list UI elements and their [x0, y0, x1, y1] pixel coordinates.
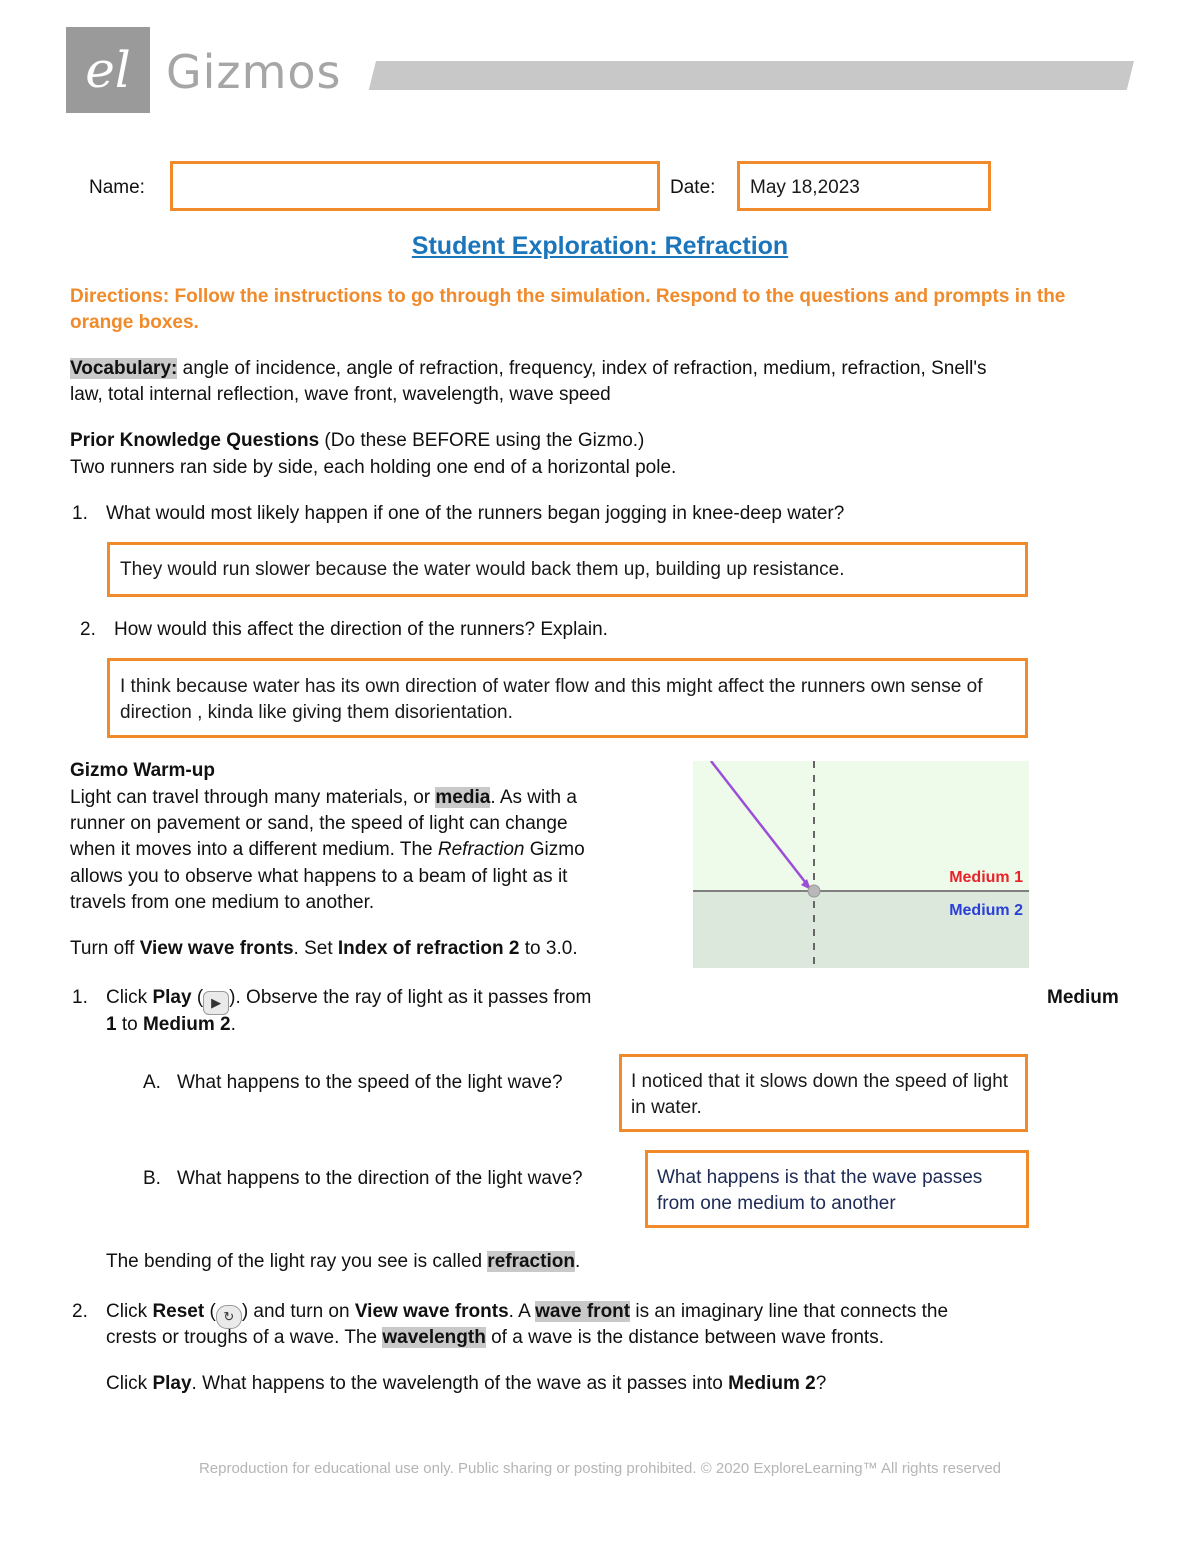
warmup-line-3 [70, 837, 585, 863]
page-title: Student Exploration: Refraction [411, 232, 789, 260]
warmup-text: when it moves into a different medium. The [70, 839, 438, 860]
name-field[interactable] [170, 161, 660, 211]
step-text: ) and turn on [241, 1301, 355, 1322]
warmup-line-2: runner on pavement or sand, the speed of light can change [70, 813, 568, 834]
step-1-line-1 [106, 985, 591, 1015]
question-a: What happens to the speed of the light wave? [177, 1072, 563, 1093]
play-icon: ▶ [203, 991, 229, 1015]
term-wave-front: wave front [535, 1301, 631, 1322]
control-name: View wave fronts [354, 1301, 509, 1322]
refraction-simulation-image [693, 761, 1029, 968]
date-value: May 18,2023 [750, 177, 860, 198]
medium-1-label: Medium 1 [949, 869, 1023, 886]
medium-number: 1 [106, 1014, 117, 1035]
warmup-text: Gizmo [524, 839, 585, 860]
answer-1: They would run slower because the water would back them up, building up resistance. [120, 559, 845, 580]
instruction-text: to 3.0. [519, 938, 578, 959]
medium-name: Medium 2 [142, 1014, 231, 1035]
answer-a: I noticed that it slows down the speed of light in water. [631, 1071, 1009, 1118]
statement-text: . [574, 1251, 581, 1272]
step-text: Click [106, 1373, 153, 1394]
reset-icon: ↻ [216, 1305, 242, 1329]
vocabulary-label: Vocabulary: [70, 358, 178, 379]
subquestion-label: B. [143, 1168, 161, 1189]
answer-2: I think because water has its own direction of water flow and this might affect the runners own sense of direction , kinda like giving them disorientation. [120, 676, 983, 723]
name-label: Name: [89, 177, 145, 198]
step-text: . A [508, 1301, 536, 1322]
answer-box-a[interactable] [619, 1054, 1028, 1132]
date-label: Date: [670, 177, 716, 198]
warmup-line-1 [70, 785, 577, 811]
step-number: 1. [72, 987, 88, 1008]
answer-box-1[interactable] [107, 542, 1028, 597]
step-text: Click [106, 987, 153, 1008]
footer-copyright: Reproduction for educational use only. Public sharing or posting prohibited. © 2020 ExploreLearning™ All rights reserved [198, 1460, 1002, 1477]
answer-b: What happens is that the wave passes from one medium to another [657, 1167, 983, 1214]
question-number: 2. [80, 619, 96, 640]
step-1-medium-word: Medium [1047, 987, 1119, 1008]
header-bar [369, 61, 1134, 90]
prior-knowledge-heading [70, 428, 644, 454]
step-text: ( [191, 987, 204, 1008]
step-text: of a wave is the distance between wave fronts. [485, 1327, 884, 1348]
directions: Directions: Follow the instructions to go through the simulation. Respond to the questions and prompts in the orange boxes. [70, 286, 1066, 333]
step-text: ( [204, 1301, 216, 1322]
question-1: What would most likely happen if one of the runners began jogging in knee-deep water? [106, 503, 845, 524]
explorelearning-logo-icon: el [85, 41, 131, 99]
instruction-text: Turn off [70, 938, 140, 959]
prior-heading-note: (Do these BEFORE using the Gizmo.) [319, 430, 645, 451]
step-text: . What happens to the wavelength of the wave as it passes into [191, 1373, 729, 1394]
step-text: . [230, 1014, 236, 1035]
control-name: View wave fronts [139, 938, 294, 959]
refraction-statement [106, 1249, 580, 1275]
gizmo-name: Refraction [437, 839, 525, 860]
question-number: 1. [72, 503, 88, 524]
warmup-line-5: travels from one medium to another. [70, 892, 375, 913]
simulation-svg [693, 761, 1029, 968]
warmup-line-4: allows you to observe what happens to a beam of light as it [70, 866, 568, 887]
statement-text: The bending of the light ray you see is called [106, 1251, 488, 1272]
brand-name: Gizmos [166, 45, 342, 99]
subquestion-label: A. [143, 1072, 161, 1093]
warmup-text: Light can travel through many materials, or [70, 787, 436, 808]
step-1-line-2 [106, 1012, 236, 1038]
step-number: 2. [72, 1301, 88, 1322]
incidence-point [808, 885, 820, 897]
control-name: Reset [152, 1301, 205, 1322]
warmup-text: . As with a [490, 787, 577, 808]
vocabulary-line-1 [70, 356, 986, 382]
question-2: How would this affect the direction of the runners? Explain. [114, 619, 608, 640]
step-2-question [106, 1371, 826, 1397]
answer-box-2[interactable] [107, 658, 1028, 738]
step-text: ? [815, 1373, 827, 1394]
medium-2-label: Medium 2 [949, 902, 1023, 919]
control-name: Index of refraction 2 [337, 938, 520, 959]
warmup-heading: Gizmo Warm-up [70, 760, 215, 781]
control-name: Play [152, 987, 192, 1008]
step-2-line-2 [106, 1325, 884, 1351]
instruction-text: . Set [293, 938, 338, 959]
term-refraction: refraction [487, 1251, 575, 1272]
warmup-instruction [70, 936, 578, 962]
prior-heading-text: Prior Knowledge Questions [70, 430, 320, 451]
vocabulary-line-2: law, total internal reflection, wave front, wavelength, wave speed [70, 384, 611, 405]
date-field[interactable] [737, 161, 991, 211]
vocabulary-terms-1: angle of incidence, angle of refraction, frequency, index of refraction, medium, refraction, Snell's [177, 358, 987, 379]
step-text: Click [106, 1301, 153, 1322]
step-text: is an imaginary line that connects the [630, 1301, 949, 1322]
step-text: to [116, 1014, 143, 1035]
step-text: ). Observe the ray of light as it passes from [229, 987, 592, 1008]
step-text: crests or troughs of a wave. The [106, 1327, 383, 1348]
medium-name: Medium 2 [728, 1373, 816, 1394]
question-b: What happens to the direction of the light wave? [177, 1168, 583, 1189]
control-name: Play [152, 1373, 192, 1394]
term-wavelength: wavelength [382, 1327, 486, 1348]
answer-box-b[interactable] [645, 1150, 1029, 1228]
term-media: media [435, 787, 491, 808]
prior-intro: Two runners ran side by side, each holding one end of a horizontal pole. [70, 457, 677, 478]
